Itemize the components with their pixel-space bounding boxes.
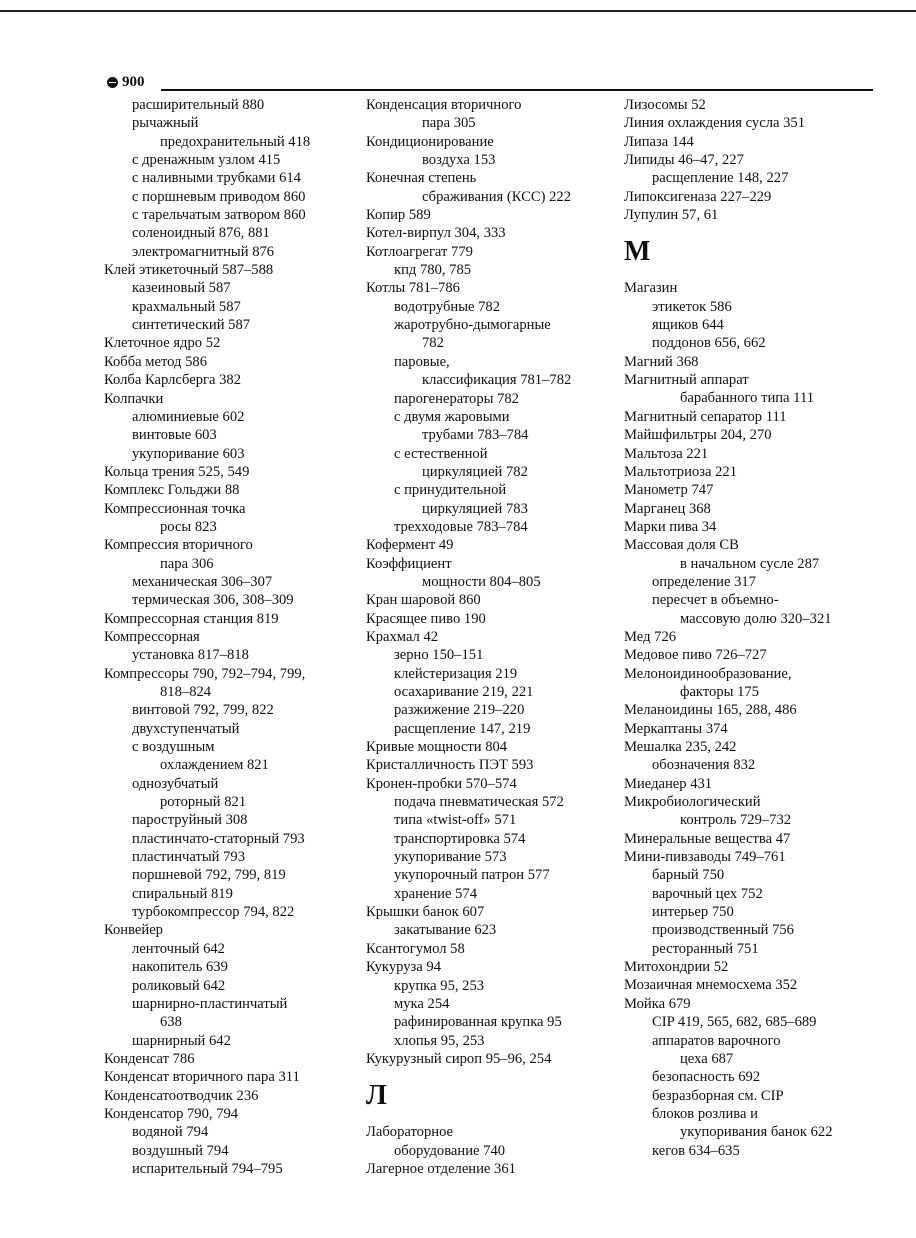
- index-subentry: росы 823: [160, 518, 217, 535]
- index-subentry: в начальном сусле 287: [680, 555, 820, 572]
- index-entry: Кобба метод 586: [104, 353, 208, 370]
- index-entry: Котел-вирпул 304, 333: [366, 225, 506, 242]
- index-entry: Компрессоры 790, 792–794, 799,: [104, 665, 306, 682]
- index-subentry: закатывание 623: [394, 922, 497, 939]
- index-subentry: парогенераторы 782: [394, 390, 519, 407]
- index-subentry: пара 305: [422, 115, 476, 132]
- index-entry: Лизосомы 52: [624, 97, 706, 113]
- index-subentry: безопасность 692: [652, 1069, 761, 1086]
- index-entry: Магнитный аппарат: [624, 372, 749, 389]
- index-subentry: цеха 687: [680, 1050, 734, 1067]
- index-subentry: укупоривание 603: [132, 445, 245, 462]
- index-entry: Лабораторное: [366, 1124, 454, 1141]
- index-entry: Компрессорная станция 819: [104, 610, 279, 627]
- index-subentry: производственный 756: [652, 922, 794, 939]
- index-subentry: циркуляцией 783: [422, 500, 528, 517]
- index-column-3: [624, 96, 874, 1160]
- index-subentry: 782: [422, 335, 444, 352]
- index-subentry: классификация 781–782: [422, 372, 572, 389]
- index-entry: Кристалличность ПЭТ 593: [366, 757, 534, 774]
- index-entry: Мелоноидинообразование,: [624, 665, 792, 682]
- index-subentry: определение 317: [652, 573, 756, 590]
- index-entry: Конденсатоотводчик 236: [104, 1087, 259, 1104]
- index-entry: Кронен-пробки 570–574: [366, 775, 517, 792]
- index-entry: Линия охлаждения сусла 351: [624, 115, 806, 132]
- index-subentry: барабанного типа 111: [680, 390, 814, 407]
- index-entry: Магнитный сепаратор 111: [624, 408, 787, 425]
- index-subentry: кегов 634–635: [652, 1142, 740, 1159]
- index-subentry: ящиков 644: [652, 317, 724, 334]
- index-entry: Кривые мощности 804: [366, 739, 508, 756]
- index-subentry: крупка 95, 253: [394, 977, 485, 994]
- index-subentry: укупорочный патрон 577: [394, 867, 550, 884]
- index-entry: Колпачки: [104, 390, 164, 407]
- index-entry: Липоксигеназа 227–229: [624, 188, 772, 205]
- index-entry: Мозаичная мнемосхема 352: [624, 977, 798, 994]
- header-rule: [161, 89, 873, 91]
- index-subentry: алюминиевые 602: [132, 408, 245, 425]
- index-subentry: этикеток 586: [652, 298, 732, 315]
- index-subentry: термическая 306, 308–309: [132, 592, 294, 609]
- index-subentry: барный 750: [652, 867, 725, 884]
- index-subentry: шарнирно-пластинчатый: [132, 995, 288, 1012]
- index-subentry: соленоидный 876, 881: [132, 225, 270, 242]
- index-entry: Мойка 679: [624, 995, 691, 1012]
- index-subentry: ленточный 642: [132, 940, 225, 957]
- index-column-1: [104, 96, 359, 1178]
- index-entry: Лупулин 57, 61: [624, 207, 719, 224]
- index-subentry: рафинированная крупка 95: [394, 1014, 562, 1031]
- index-subentry: воздушный 794: [132, 1142, 229, 1159]
- index-subentry: турбокомпрессор 794, 822: [132, 904, 295, 921]
- index-entry: Мини-пивзаводы 749–761: [624, 849, 786, 866]
- index-entry: Меркаптаны 374: [624, 720, 728, 737]
- top-border-rule: [0, 10, 916, 12]
- index-subentry: электромагнитный 876: [132, 243, 275, 260]
- index-subentry: трубами 783–784: [422, 427, 529, 444]
- index-subentry: винтовые 603: [132, 427, 217, 444]
- index-subentry: шарнирный 642: [132, 1032, 231, 1049]
- index-subentry: типа «twist-off» 571: [394, 812, 517, 829]
- index-subentry: хлопья 95, 253: [394, 1032, 485, 1049]
- index-subentry: пластинчато-статорный 793: [132, 830, 305, 847]
- index-subentry: транспортировка 574: [394, 830, 526, 847]
- index-entry: Конвейер: [104, 922, 163, 939]
- page-header: [107, 73, 873, 93]
- index-subentry: роликовый 642: [132, 977, 226, 994]
- index-entry: Компрессионная точка: [104, 500, 246, 517]
- index-entry: Лагерное отделение 361: [366, 1160, 516, 1177]
- index-entry: Липиды 46–47, 227: [624, 152, 744, 169]
- index-subentry: с принудительной: [394, 482, 507, 499]
- index-entry: Кукурузный сироп 95–96, 254: [366, 1050, 552, 1067]
- index-subentry: кпд 780, 785: [394, 262, 472, 279]
- index-subentry: интерьер 750: [652, 904, 734, 921]
- index-subentry: расщепление 147, 219: [394, 720, 531, 737]
- index-subentry: с двумя жаровыми: [394, 408, 510, 425]
- index-entry: Конденсат вторичного пара 311: [104, 1069, 300, 1086]
- index-entry: Массовая доля СВ: [624, 537, 739, 554]
- index-subentry: расширительный 880: [132, 97, 265, 113]
- index-subentry: укупоривания банок 622: [680, 1124, 833, 1141]
- index-subentry: осахаривание 219, 221: [394, 684, 534, 700]
- index-subentry: клейстеризация 219: [394, 665, 518, 682]
- index-column-2: [366, 96, 616, 1178]
- index-subentry: варочный цех 752: [652, 885, 763, 902]
- index-subentry: зерно 150–151: [394, 647, 484, 664]
- page-marker-icon: [107, 77, 118, 88]
- index-entry: Марки пива 34: [624, 518, 717, 535]
- index-entry: Мед 726: [624, 628, 677, 645]
- page-number-text: 900: [122, 74, 145, 90]
- index-subentry: контроль 729–732: [680, 812, 792, 829]
- index-subentry: однозубчатый: [132, 775, 219, 792]
- index-subentry: с тарельчатым затвором 860: [132, 207, 306, 224]
- index-entry: Красящее пиво 190: [366, 610, 486, 627]
- index-entry: Липаза 144: [624, 133, 694, 150]
- index-subentry: CIP 419, 565, 682, 685–689: [652, 1014, 817, 1031]
- index-subentry: пароструйный 308: [132, 812, 248, 829]
- index-subentry: паровые,: [394, 353, 450, 370]
- index-subentry: с воздушным: [132, 739, 215, 756]
- index-subentry: 818–824: [160, 684, 212, 700]
- index-entry: Кран шаровой 860: [366, 592, 481, 609]
- index-subentry: блоков розлива и: [652, 1105, 758, 1122]
- index-subentry: охлаждением 821: [160, 757, 269, 774]
- index-subentry: с наливными трубками 614: [132, 170, 301, 187]
- index-entry: Компрессия вторичного: [104, 537, 253, 554]
- index-entry: Колба Карлсберга 382: [104, 372, 242, 389]
- index-subentry: разжижение 219–220: [394, 702, 525, 719]
- index-subentry: водяной 794: [132, 1124, 209, 1141]
- index-subentry: оборудование 740: [394, 1142, 506, 1159]
- index-subentry: пластинчатый 793: [132, 849, 246, 866]
- index-entry: Магазин: [624, 280, 678, 297]
- index-entry: Клеточное ядро 52: [104, 335, 221, 352]
- index-subentry: водотрубные 782: [394, 298, 501, 315]
- index-entry: Клей этикеточный 587–588: [104, 262, 274, 279]
- index-subentry: аппаратов варочного: [652, 1032, 781, 1049]
- index-subentry: рычажный: [132, 115, 199, 132]
- index-entry: Митохондрии 52: [624, 959, 729, 976]
- index-subentry: циркуляцией 782: [422, 463, 528, 480]
- index-subentry: поддонов 656, 662: [652, 335, 766, 352]
- index-subentry: массовую долю 320–321: [680, 610, 832, 627]
- index-entry: Кондиционирование: [366, 133, 494, 150]
- index-subentry: пересчет в объемно-: [652, 592, 779, 609]
- index-subentry: накопитель 639: [132, 959, 228, 976]
- index-subentry: мука 254: [394, 995, 450, 1012]
- index-subentry: 638: [160, 1014, 182, 1031]
- index-subentry: мощности 804–805: [422, 573, 541, 590]
- index-entry: Крахмал 42: [366, 628, 439, 645]
- index-entry: Миеданер 431: [624, 775, 713, 792]
- index-entry: Конденсат 786: [104, 1050, 195, 1067]
- index-subentry: установка 817–818: [132, 647, 249, 664]
- index-entry: Майшфильтры 204, 270: [624, 427, 772, 444]
- index-entry: Конденсатор 790, 794: [104, 1105, 239, 1122]
- index-subentry: предохранительный 418: [160, 133, 311, 150]
- index-subentry: с поршневым приводом 860: [132, 188, 306, 205]
- index-entry: Меланоидины 165, 288, 486: [624, 702, 797, 719]
- index-entry: Кукуруза 94: [366, 959, 441, 976]
- index-entry: Мальтотриоза 221: [624, 463, 737, 480]
- index-subentry: укупоривание 573: [394, 849, 507, 866]
- index-entry: Конечная степень: [366, 170, 477, 187]
- index-entry: Манометр 747: [624, 482, 714, 499]
- index-subentry: синтетический 587: [132, 317, 251, 334]
- index-subentry: жаротрубно-дымогарные: [394, 317, 551, 334]
- index-entry: Конденсация вторичного: [366, 97, 522, 113]
- index-subentry: механическая 306–307: [132, 573, 273, 590]
- index-entry: Копир 589: [366, 207, 431, 224]
- section-letter: М: [624, 236, 651, 268]
- index-subentry: трехходовые 783–784: [394, 518, 528, 535]
- index-entry: Кольца трения 525, 549: [104, 463, 250, 480]
- index-subentry: с естественной: [394, 445, 488, 462]
- index-entry: Минеральные вещества 47: [624, 830, 791, 847]
- index-subentry: роторный 821: [160, 794, 247, 811]
- index-subentry: спиральный 819: [132, 885, 233, 902]
- index-subentry: факторы 175: [680, 683, 759, 700]
- index-entry: Мальтоза 221: [624, 445, 709, 462]
- index-subentry: казеиновый 587: [132, 280, 231, 297]
- index-entry: Марганец 368: [624, 500, 711, 517]
- index-subentry: обозначения 832: [652, 757, 756, 774]
- index-subentry: сбраживания (КСС) 222: [422, 188, 572, 205]
- index-subentry: расщепление 148, 227: [652, 170, 789, 187]
- index-subentry: поршневой 792, 799, 819: [132, 867, 286, 884]
- index-entry: Крышки банок 607: [366, 904, 485, 921]
- index-subentry: испарительный 794–795: [132, 1160, 283, 1177]
- index-subentry: безразборная см. CIP: [652, 1087, 784, 1104]
- index-subentry: хранение 574: [394, 885, 477, 902]
- index-subentry: ресторанный 751: [652, 940, 759, 957]
- index-subentry: с дренажным узлом 415: [132, 152, 281, 169]
- index-entry: Мешалка 235, 242: [624, 739, 737, 755]
- index-entry: Ксантогумол 58: [366, 940, 465, 957]
- index-subentry: подача пневматическая 572: [394, 794, 564, 811]
- index-subentry: воздуха 153: [422, 152, 496, 169]
- index-entry: Микробиологический: [624, 794, 761, 811]
- index-entry: Котлы 781–786: [366, 280, 460, 297]
- index-entry: Кофермент 49: [366, 537, 454, 554]
- index-entry: Медовое пиво 726–727: [624, 647, 767, 664]
- index-subentry: крахмальный 587: [132, 298, 241, 315]
- index-entry: Компрессорная: [104, 628, 200, 645]
- index-subentry: двухступенчатый: [132, 720, 240, 737]
- index-entry: Комплекс Гольджи 88: [104, 482, 240, 499]
- section-letter: Л: [366, 1080, 387, 1112]
- index-entry: Коэффициент: [366, 555, 452, 572]
- index-entry: Котлоагрегат 779: [366, 243, 473, 260]
- index-subentry: пара 306: [160, 555, 214, 572]
- page-number: [107, 73, 145, 91]
- index-entry: Магний 368: [624, 353, 699, 370]
- index-subentry: винтовой 792, 799, 822: [132, 702, 274, 719]
